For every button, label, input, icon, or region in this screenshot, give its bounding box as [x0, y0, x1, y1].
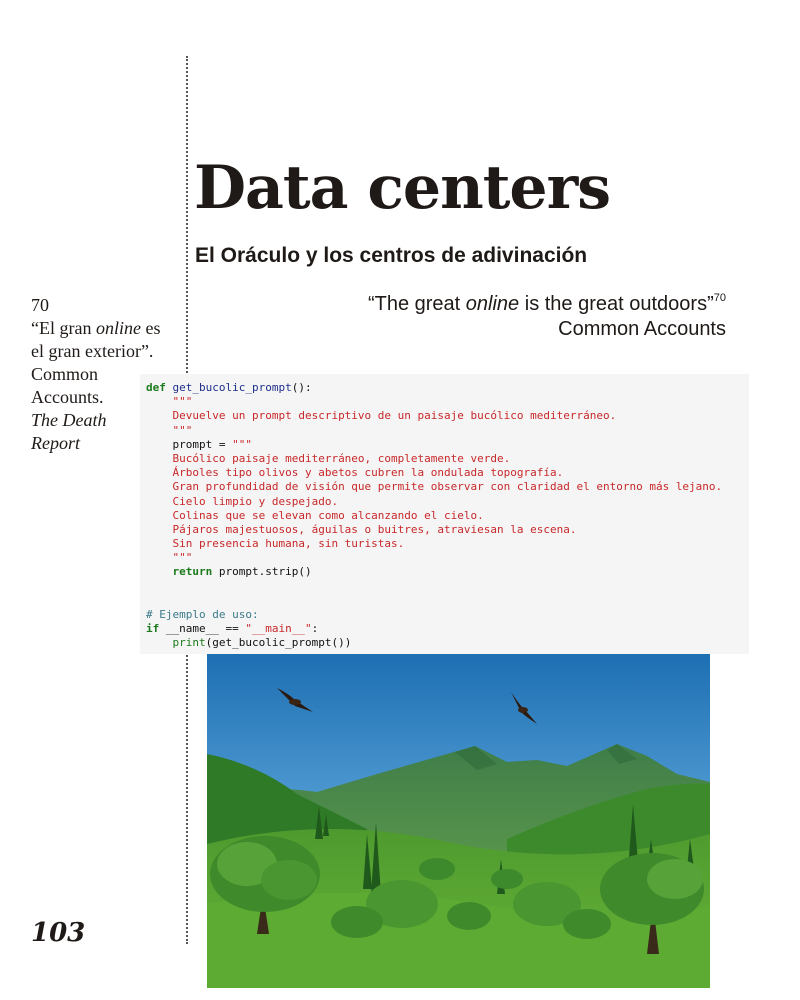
prompt-text-line: Colinas que se elevan como alcanzando el cielo.: [172, 508, 484, 522]
docstring-text: Devuelve un prompt descriptivo de un paisaje bucólico mediterráneo.: [172, 409, 617, 423]
side-note-line-3: Common: [31, 364, 99, 384]
if-condition: __name__ ==: [159, 622, 246, 636]
epigraph-quote-italic: online: [465, 293, 520, 315]
return-expression: prompt.strip(): [212, 565, 312, 579]
page-number: 103: [31, 918, 86, 948]
keyword-if: if: [146, 622, 160, 636]
code-line-print: [146, 636, 749, 650]
code-line-if: [146, 622, 749, 636]
code-line-string-close: [146, 551, 749, 565]
side-note-italic: online: [95, 318, 141, 338]
code-line-blank: [146, 580, 749, 594]
side-note-number: 70: [31, 295, 49, 315]
builtin-print: print: [172, 636, 206, 650]
epigraph: [368, 286, 726, 342]
code-line-prompt-4: [146, 509, 749, 523]
prompt-text-line: Bucólico paisaje mediterráneo, completamente verde.: [172, 451, 511, 465]
code-line-prompt-1: [146, 466, 749, 480]
code-line-return: [146, 565, 749, 579]
print-arguments: (get_bucolic_prompt()): [205, 636, 352, 650]
prompt-text-line: Pájaros majestuosos, águilas o buitres, atraviesan la escena.: [172, 522, 577, 536]
code-line-blank: [146, 594, 749, 608]
code-block: [140, 374, 749, 654]
side-note-line-1: [31, 317, 181, 340]
page-title: Data centers: [194, 153, 610, 223]
code-line-def: [146, 381, 749, 395]
side-note-text: es: [140, 318, 161, 338]
code-punctuation: :: [311, 622, 319, 636]
epigraph-quote-end: is the great outdoors”: [519, 293, 714, 315]
code-line-docstring: [146, 409, 749, 423]
prompt-text-line: Cielo limpio y despejado.: [172, 494, 339, 508]
docstring-quote: """: [172, 395, 193, 409]
landscape-illustration: [207, 654, 710, 988]
function-name: get_bucolic_prompt: [172, 381, 292, 394]
prompt-text-line: Gran profundidad de visión que permite observar con claridad el entorno más lejano.: [172, 480, 723, 494]
docstring-quote: """: [172, 423, 193, 437]
main-string: "__main__": [245, 622, 312, 636]
code-line-docstring-open: [146, 395, 749, 409]
landscape-svg: [207, 654, 710, 988]
code-line-prompt-6: [146, 537, 749, 551]
epigraph-source: Common Accounts: [558, 318, 726, 340]
code-line-prompt-3: [146, 495, 749, 509]
assignment: prompt =: [172, 437, 233, 451]
footnote-ref: 70: [713, 292, 726, 304]
side-note-line-6: Report: [31, 433, 80, 453]
string-quote: """: [232, 437, 252, 451]
code-line-comment: [146, 608, 749, 622]
code-comment: # Ejemplo de uso:: [146, 608, 259, 621]
string-quote: """: [172, 551, 193, 565]
epigraph-quote: [368, 286, 726, 317]
side-note-text: “El gran: [31, 318, 96, 338]
side-note-line-4: Accounts.: [31, 387, 104, 407]
code-line-assign: [146, 438, 749, 452]
prompt-text-line: Sin presencia humana, sin turistas.: [172, 537, 405, 551]
code-punctuation: ():: [291, 381, 312, 394]
code-line-prompt-2: [146, 480, 749, 494]
page-subtitle: El Oráculo y los centros de adivinación: [195, 244, 588, 267]
code-line-prompt-0: [146, 452, 749, 466]
side-note-line-5: The Death: [31, 410, 107, 430]
keyword-def: def: [146, 381, 166, 394]
code-line-docstring-close: [146, 424, 749, 438]
keyword-return: return: [172, 565, 213, 579]
side-note-line-2: el gran exterior”.: [31, 341, 154, 361]
epigraph-quote-start: “The great: [367, 293, 466, 315]
code-line-prompt-5: [146, 523, 749, 537]
prompt-text-line: Árboles tipo olivos y abetos cubren la ondulada topografía.: [172, 466, 564, 480]
